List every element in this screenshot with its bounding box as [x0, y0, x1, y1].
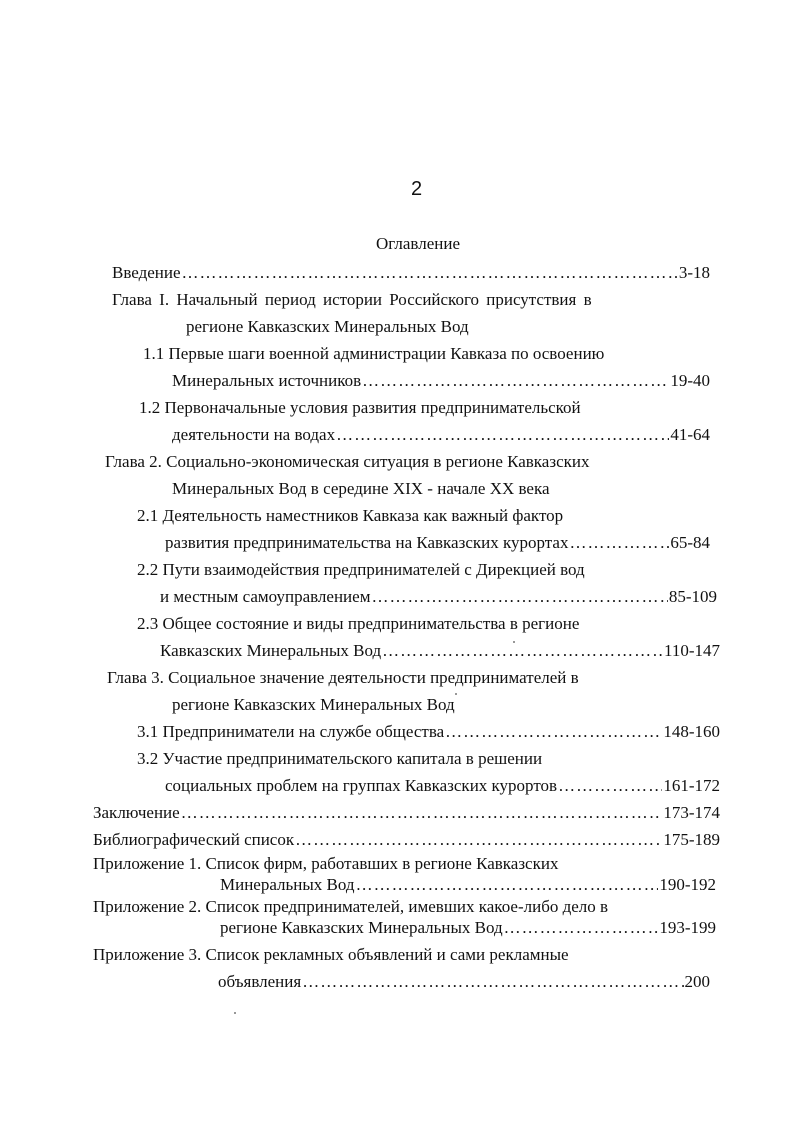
toc-entry-pages: 193-199 [659, 918, 716, 937]
toc-entry-label: развития предпринимательства на Кавказских курортах [165, 533, 569, 552]
toc-entry-label: и местным самоуправлением [160, 587, 371, 606]
page-number: 2 [411, 178, 423, 200]
leader-dots [558, 775, 662, 797]
toc-entry-label: Кавказских Минеральных Вод [160, 641, 382, 660]
toc-entry-section-3-1 [137, 721, 720, 743]
toc-entry-pages: 3-18 [678, 263, 710, 282]
toc-entry-label: социальных проблем на группах Кавказских курортов [165, 776, 558, 795]
toc-entry-label: Заключение [93, 803, 180, 822]
toc-entry-section-3-2 [165, 775, 720, 797]
appendix-2-title: Приложение 2. Список предпринимателей, имевших какое-либо дело в [93, 897, 609, 916]
toc-entry-label: деятельности на водах [172, 425, 336, 444]
toc-entry-pages: 85-109 [668, 587, 717, 606]
appendix-1-title: Приложение 1. Список фирм, работавших в регионе Кавказских [93, 854, 559, 873]
section-1-1-title: 1.1 Первые шаги военной администрации Кавказа по освоению [143, 344, 605, 363]
leader-dots [445, 721, 662, 743]
toc-entry-pages: 41-64 [670, 425, 710, 444]
leader-dots [336, 424, 669, 446]
scan-speck [513, 641, 515, 643]
leader-dots [356, 874, 659, 896]
toc-entry-pages: 175-189 [663, 830, 720, 849]
toc-entry-label: Библиографический список [93, 830, 295, 849]
leader-dots [504, 917, 659, 939]
section-2-2-title: 2.2 Пути взаимодействия предпринимателей с Дирекцией вод [137, 560, 585, 579]
toc-entry-section-1-1 [172, 370, 710, 392]
chapter-2-heading-cont: Минеральных Вод в середине XIX - начале XX века [172, 479, 550, 498]
toc-title: Оглавление [376, 234, 460, 253]
leader-dots [295, 829, 662, 851]
appendix-3-title: Приложение 3. Список рекламных объявлений и сами рекламные [93, 945, 569, 964]
leader-dots [569, 532, 669, 554]
chapter-1-heading-cont: регионе Кавказских Минеральных Вод [186, 317, 469, 336]
toc-entry-pages: 148-160 [663, 722, 720, 741]
toc-entry-appendix-2 [220, 917, 716, 939]
toc-entry-pages: 161-172 [663, 776, 720, 795]
toc-entry-label: Минеральных источников [172, 371, 362, 390]
section-1-2-title: 1.2 Первоначальные условия развития предпринимательской [139, 398, 581, 417]
toc-entry-label: объявления [218, 972, 302, 991]
chapter-3-heading: Глава 3. Социальное значение деятельности предпринимателей в [107, 668, 579, 687]
toc-entry-appendix-3 [218, 971, 710, 993]
leader-dots [362, 370, 669, 392]
toc-entry-label: регионе Кавказских Минеральных Вод [220, 918, 503, 937]
scan-speck [234, 1012, 236, 1014]
toc-entry-section-1-2 [172, 424, 710, 446]
leader-dots [371, 586, 667, 608]
toc-entry-pages: 110-147 [663, 641, 720, 660]
toc-entry-pages: 200 [684, 972, 710, 991]
toc-entry-pages: 19-40 [670, 371, 710, 390]
section-3-2-title: 3.2 Участие предпринимательского капитала в решении [137, 749, 543, 768]
toc-entry-pages: 173-174 [663, 803, 720, 822]
toc-entry-label: Введение [112, 263, 181, 282]
chapter-1-heading: Глава I. Начальный период истории Российского присутствия в [112, 290, 592, 309]
leader-dots [302, 971, 683, 993]
toc-entry-appendix-1 [220, 874, 716, 896]
toc-entry-label: Минеральных Вод [220, 875, 355, 894]
scan-speck [455, 693, 457, 695]
chapter-3-heading-cont: регионе Кавказских Минеральных Вод [172, 695, 455, 714]
toc-entry-label: 3.1 Предприниматели на службе общества [137, 722, 445, 741]
chapter-2-heading: Глава 2. Социально-экономическая ситуация в регионе Кавказских [105, 452, 590, 471]
toc-entry-intro [112, 262, 710, 284]
section-2-1-title: 2.1 Деятельность наместников Кавказа как важный фактор [137, 506, 564, 525]
leader-dots [382, 640, 663, 662]
toc-entry-section-2-3 [160, 640, 720, 662]
toc-entry-bibliography [93, 829, 720, 851]
leader-dots [181, 802, 663, 824]
section-2-3-title: 2.3 Общее состояние и виды предпринимательства в регионе [137, 614, 580, 633]
toc-entry-section-2-2 [160, 586, 717, 608]
toc-entry-section-2-1 [165, 532, 710, 554]
leader-dots [182, 262, 678, 284]
toc-entry-pages: 65-84 [670, 533, 710, 552]
toc-entry-pages: 190-192 [659, 875, 716, 894]
toc-entry-conclusion [93, 802, 720, 824]
